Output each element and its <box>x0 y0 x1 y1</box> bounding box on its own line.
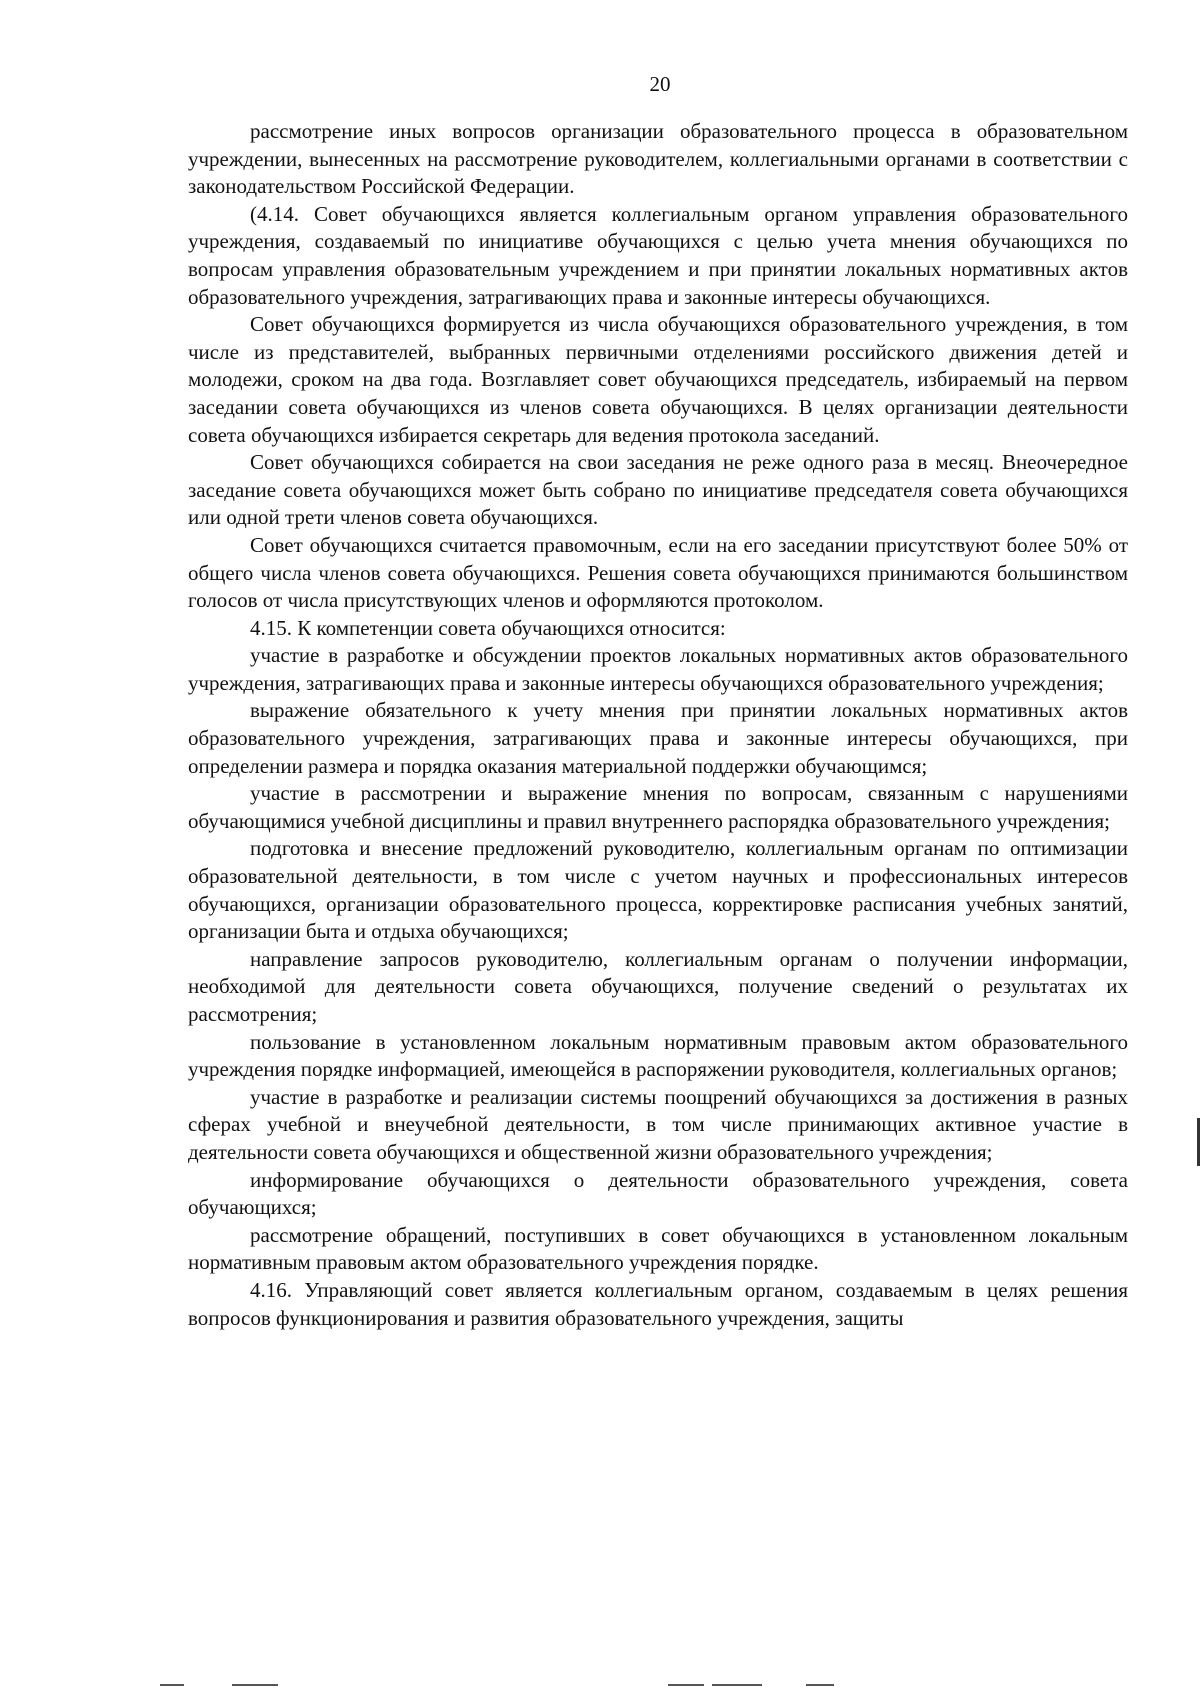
paragraph: рассмотрение иных вопросов организации образовательного процесса в образовательном учреждении, вынесенных на рассмотрение руководителем, коллегиальными органами в соответствии с законодательством Российской Федерации. <box>188 119 1128 199</box>
paragraph: (4.14. Совет обучающихся является коллегиальным органом управления образовательного учреждения, создаваемый по инициативе обучающихся с целью учета мнения обучающихся по вопросам управления образовательным учреждением и при принятии локальных нормативных актов образовательного учреждения, затрагивающих права и законные интересы обучающихся. <box>188 201 1128 309</box>
list-item: направление запросов руководителю, коллегиальным органам о получении информации, необходимой для деятельности совета обучающихся, получение сведений о результатах их рассмотрения; <box>188 946 1128 1026</box>
paragraph: Совет обучающихся формируется из числа обучающихся образовательного учреждения, в том числе из представителей, выбранных первичными отделениями российского движения детей и молодежи, сроком на два года. Возглавляет совет обучающихся председатель, избираемый на первом заседании совета обучающихся из членов совета обучающихся. В целях организации деятельности совета обучающихся избирается секретарь для ведения протокола заседаний. <box>188 312 1128 447</box>
paragraph: Совет обучающихся считается правомочным, если на его заседании присутствуют более 50% от общего числа членов совета обучающихся. Решения совета обучающихся принимаются большинством голосов от числа присутствующих членов и оформляются протоколом. <box>188 532 1128 613</box>
list-item: подготовка и внесение предложений руководителю, коллегиальным органам по оптимизации образовательной деятельности, в том числе с учетом научных и профессиональных интересов обучающихся, организации образовательного процесса, корректировке расписания учебных занятий, организации быта и отдыха обучающихся; <box>188 836 1128 944</box>
list-item: пользование в установленном локальным нормативным правовым актом образовательного учреждения порядке информацией, имеющейся в распоряжении руководителя, коллегиальных органов; <box>188 1029 1128 1082</box>
scan-mark-line <box>232 1684 278 1686</box>
paragraph: Совет обучающихся собирается на свои заседания не реже одного раза в месяц. Внеочередное заседание совета обучающихся может быть собрано по инициативе председателя совета обучающихся или одной трети членов совета обучающихся. <box>188 450 1128 530</box>
paragraph: 4.16. Управляющий совет является коллегиальным органом, создаваемым в целях решения вопросов функционирования и развития образовательного учреждения, защиты <box>188 1277 1128 1330</box>
scan-mark-line <box>160 1684 184 1686</box>
scan-footer-marks <box>0 1684 1200 1694</box>
list-item: участие в разработке и обсуждении проектов локальных нормативных актов образовательного учреждения, затрагивающих права и законные интересы обучающихся образовательного учреждения; <box>188 643 1128 695</box>
scan-mark-line <box>712 1684 762 1686</box>
list-item: участие в разработке и реализации системы поощрений обучающихся за достижения в разных сферах учебной и внеучебной деятельности, в том числе принимающих активное участие в деятельности совета обучающихся и общественной жизни образовательного учреждения; <box>188 1084 1128 1164</box>
list-item: информирование обучающихся о деятельности образовательного учреждения, совета обучающихся; <box>188 1167 1128 1220</box>
list-item: выражение обязательного к учету мнения при принятии локальных нормативных актов образовательного учреждения, затрагивающих права и законные интересы обучающихся, при определении размера и порядка оказания материальной поддержки обучающимся; <box>188 698 1128 778</box>
scan-mark-line <box>806 1684 834 1686</box>
document-body <box>188 118 1128 1332</box>
page-number: 20 <box>649 72 671 96</box>
list-item: рассмотрение обращений, поступивших в совет обучающихся в установленном локальным нормативным правовым актом образовательного учреждения порядке. <box>188 1222 1128 1275</box>
list-item: участие в рассмотрении и выражение мнения по вопросам, связанным с нарушениями обучающимися учебной дисциплины и правил внутреннего распорядка образовательного учреждения; <box>188 781 1128 833</box>
scan-mark-line <box>668 1684 704 1686</box>
section-heading: 4.15. К компетенции совета обучающихся относится: <box>250 615 726 640</box>
